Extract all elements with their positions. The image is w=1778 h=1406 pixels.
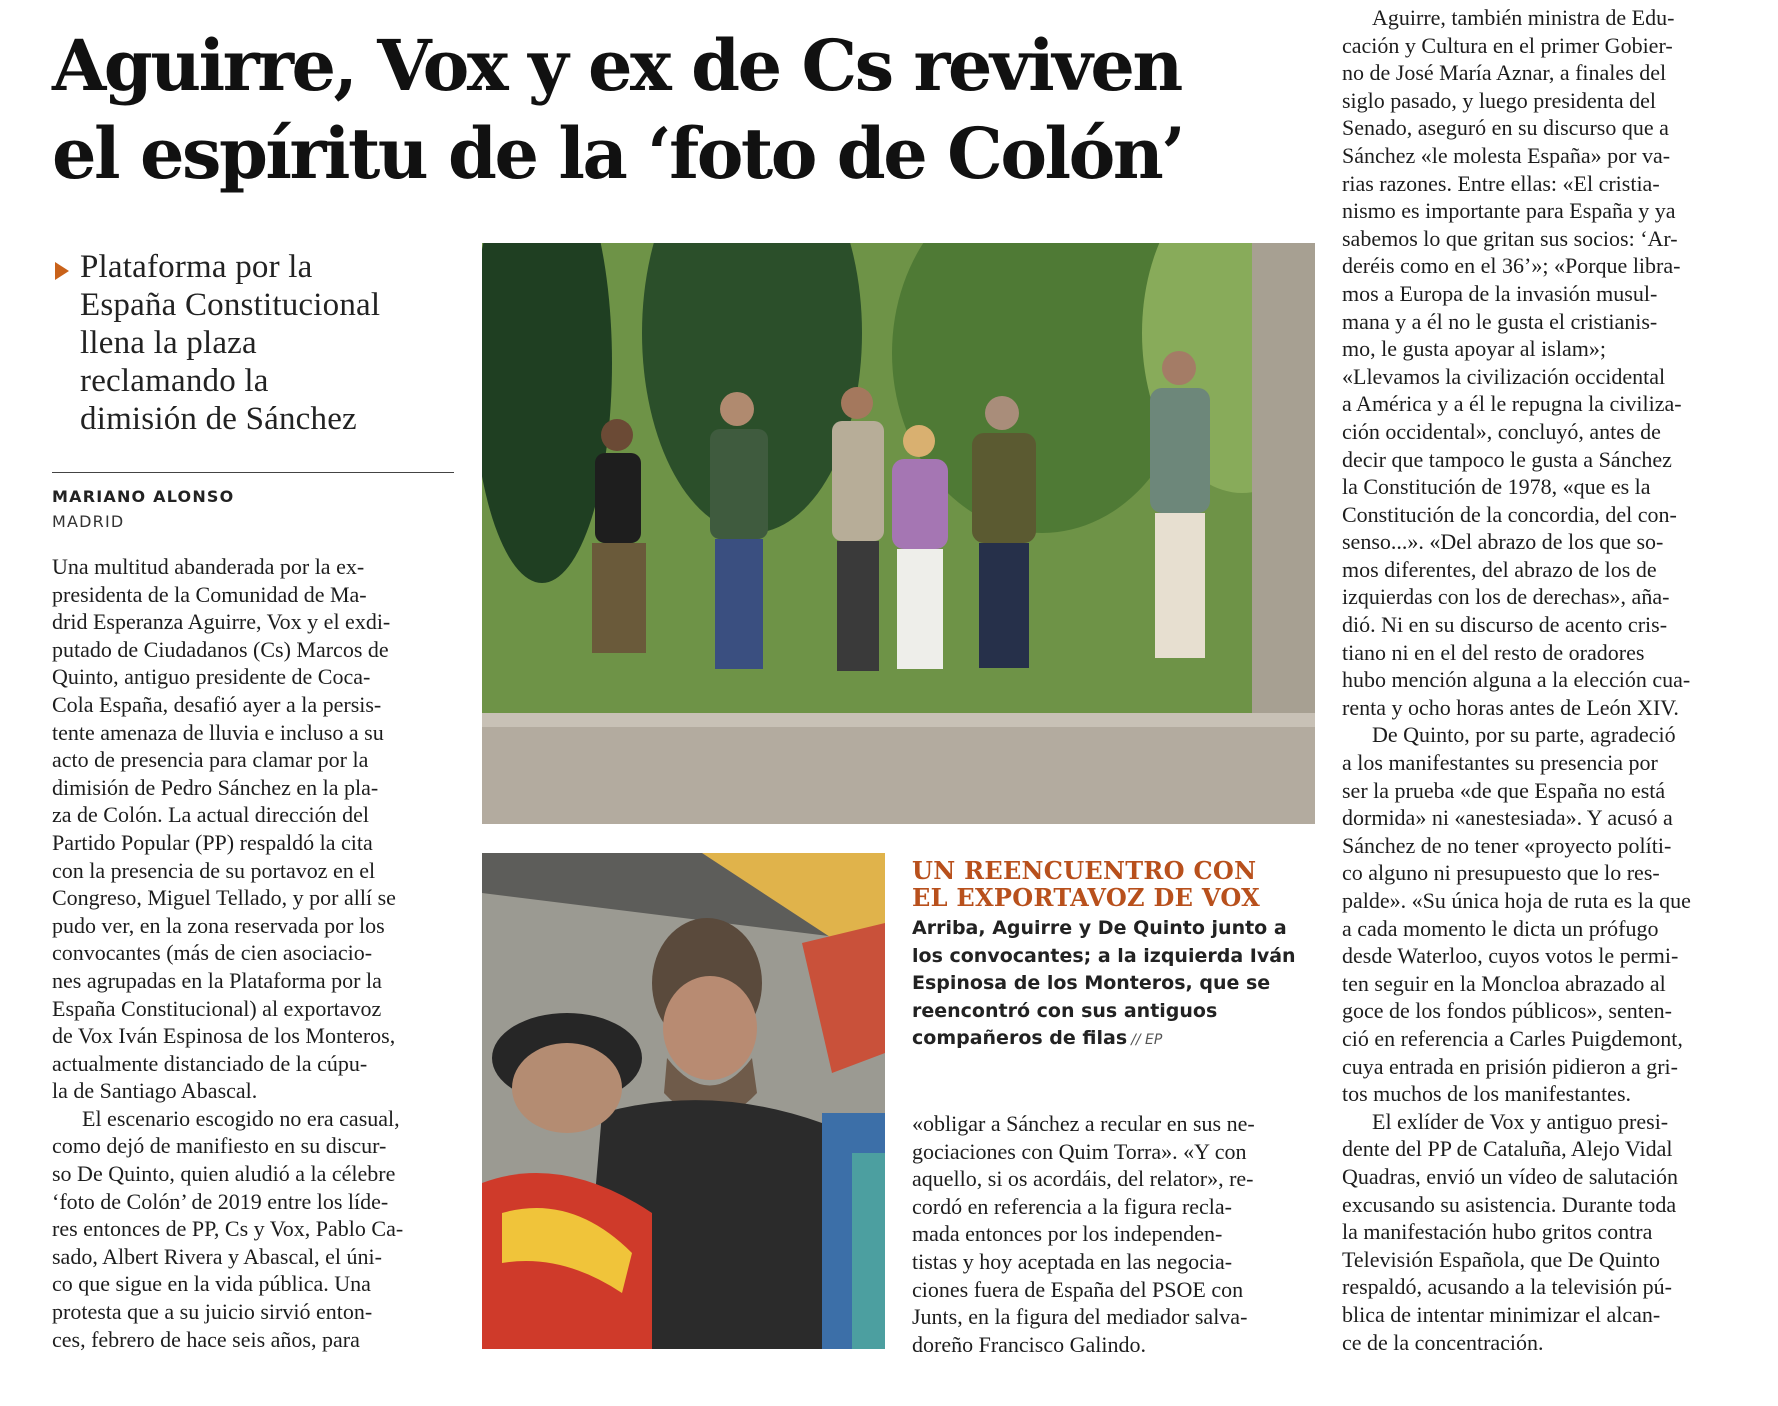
text-line: izquierdas con los de derechas», aña- (1342, 584, 1670, 610)
text-line: Sánchez de no tener «proyecto políti- (1342, 832, 1672, 858)
text-line: ció en referencia a Carles Puigdemont, (1342, 1025, 1683, 1051)
text-line: palde». «Su única hoja de ruta es la que (1342, 888, 1691, 913)
triangle-bullet-icon (55, 262, 69, 280)
text-line: a los manifestantes su presencia por (1342, 750, 1658, 776)
text-line: tente amenaza de lluvia e incluso a su (52, 719, 384, 745)
text-line: tistas y hoy aceptada en las negocia- (912, 1248, 1233, 1274)
text-line: a América y a él le repugna la civiliza- (1342, 391, 1682, 417)
article-column-4 (1342, 4, 1747, 1356)
text-line: ser la prueba «de que España no está (1342, 777, 1666, 803)
text-line: Quinto, antiguo presidente de Coca- (52, 664, 371, 690)
subhead-line: reclamando la (80, 363, 269, 399)
text-line: Partido Popular (PP) respaldó la cita (52, 829, 373, 855)
text-line: goce de los fondos públicos», senten- (1342, 998, 1672, 1024)
text-line: dió. Ni en su discurso de acento cris- (1342, 612, 1668, 638)
caption-body (912, 915, 1332, 1055)
text-line: ces, febrero de hace seis años, para (52, 1326, 360, 1352)
text-line: drid Esperanza Aguirre, Vox y el exdi- (52, 609, 391, 635)
caption-line: Espinosa de los Monteros, que se (912, 972, 1271, 994)
text-line: con la presencia de su portavoz en el (52, 857, 376, 883)
text-line: como dejó de manifiesto en su discur- (52, 1133, 387, 1159)
subhead-line: España Constitucional (80, 287, 381, 323)
text-line: Una multitud abanderada por la ex- (52, 554, 365, 579)
text-line: za de Colón. La actual dirección del (52, 802, 370, 828)
byline-city: MADRID (52, 512, 125, 531)
text-line: El escenario escogido no era casual, (82, 1105, 400, 1131)
text-line: mana y a él no le gusta el cristianis- (1342, 308, 1658, 334)
text-line: Junts, en la figura del mediador salva- (912, 1304, 1248, 1330)
text-line: sabemos lo que gritan sus socios: ‘Ar- (1342, 225, 1678, 251)
text-line: so De Quinto, quien aludió a la célebre (52, 1161, 396, 1187)
text-line: a cada momento le dicta un prófugo (1342, 915, 1659, 941)
text-line: Sánchez «le molesta España» por va- (1342, 142, 1671, 168)
text-line: Constitución de la concordia, del con- (1342, 501, 1677, 527)
byline-divider (52, 472, 454, 473)
article-column-1 (52, 553, 457, 1353)
text-line: Senado, aseguró en su discurso que a (1342, 115, 1669, 141)
text-line: gociaciones con Quim Torra». «Y con (912, 1138, 1247, 1164)
text-line: Quadras, envió un vídeo de salutación (1342, 1163, 1679, 1189)
secondary-photo-illustration (482, 853, 885, 1349)
caption-line: Arriba, Aguirre y De Quinto junto a (912, 917, 1287, 939)
text-line: mada entonces por los independen- (912, 1221, 1223, 1247)
text-line: tos muchos de los manifestantes. (1342, 1081, 1632, 1107)
text-line: mo, le gusta apoyar al islam»; (1342, 336, 1606, 362)
text-line: rias razones. Entre ellas: «El cristia- (1342, 170, 1660, 196)
subhead-line: dimisión de Sánchez (80, 401, 357, 437)
text-line: mos a Europa de la invasión musul- (1342, 280, 1658, 306)
text-line: cuya entrada en prisión pidieron a gri- (1342, 1053, 1678, 1079)
caption-last-text: compañeros de filas (912, 1027, 1128, 1049)
text-line: mos diferentes, del abrazo de los de (1342, 556, 1657, 582)
text-line: ce de la concentración. (1342, 1329, 1544, 1355)
text-line: cordó en referencia a la figura recla- (912, 1193, 1232, 1219)
caption-line: reencontró con sus antiguos (912, 999, 1218, 1022)
caption-title (912, 857, 1332, 911)
text-line: ciones fuera de España del PSOE con (912, 1276, 1244, 1302)
byline-author: MARIANO ALONSO (52, 487, 235, 506)
caption-title-line: EL EXPORTAVOZ DE VOX (912, 883, 1261, 912)
text-line: Aguirre, también ministra de Edu- (1372, 5, 1675, 30)
text-line: la de Santiago Abascal. (52, 1078, 258, 1104)
text-line: De Quinto, por su parte, agradeció (1372, 722, 1676, 748)
text-line: tiano ni en el del resto de oradores (1342, 639, 1645, 665)
text-line: de Vox Iván Espinosa de los Monteros, (52, 1023, 396, 1049)
text-line: acto de presencia para clamar por la (52, 747, 369, 773)
subhead-line: Plataforma por la (80, 249, 313, 285)
text-line: «obligar a Sánchez a recular en sus ne- (912, 1111, 1255, 1136)
main-photo (482, 243, 1315, 824)
text-line: excusando su asistencia. Durante toda (1342, 1191, 1677, 1217)
text-line: sado, Albert Rivera y Abascal, el úni- (52, 1243, 382, 1269)
subhead-line: llena la plaza (80, 325, 257, 361)
article-column-3 (912, 1110, 1317, 1358)
text-line: no de José María Aznar, a finales del (1342, 60, 1667, 86)
text-line: res entonces de PP, Cs y Vox, Pablo Ca- (52, 1216, 404, 1242)
caption-line: los convocantes; a la izquierda Iván (912, 944, 1296, 967)
text-line: siglo pasado, y luego presidenta del (1342, 87, 1657, 113)
text-line: deréis como en el 36’»; «Porque libra- (1342, 253, 1681, 279)
text-line: decir que tampoco le gusta a Sánchez (1342, 446, 1672, 472)
text-line: desde Waterloo, cuyos votos le permi- (1342, 943, 1679, 969)
text-line: ten seguir en la Moncloa abrazado al (1342, 970, 1666, 996)
text-line: dimisión de Pedro Sánchez en la pla- (52, 774, 379, 800)
text-line: cación y Cultura en el primer Gobier- (1342, 32, 1673, 58)
text-line: El exlíder de Vox y antiguo presi- (1372, 1108, 1669, 1134)
text-line: putado de Ciudadanos (Cs) Marcos de (52, 636, 389, 662)
text-line: doreño Francisco Galindo. (912, 1331, 1146, 1357)
text-line: convocantes (más de cien asociacio- (52, 940, 373, 966)
subheadline (52, 248, 462, 438)
main-photo-illustration (482, 243, 1315, 824)
text-line: la Constitución de 1978, «que es la (1342, 474, 1651, 500)
text-line: co que sigue en la vida pública. Una (52, 1271, 371, 1297)
text-line: nes agrupadas en la Plataforma por la (52, 967, 382, 993)
text-line: «Llevamos la civilización occidental (1342, 363, 1666, 389)
headline (52, 22, 1312, 198)
text-line: aquello, si os acordáis, del relator», re- (912, 1166, 1254, 1192)
text-line: protesta que a su juicio sirvió enton- (52, 1299, 373, 1325)
caption-line (912, 1025, 1332, 1055)
headline-line: Aguirre, Vox y ex de Cs reviven (52, 24, 1181, 107)
photo-credit: // EP (1131, 1032, 1163, 1048)
text-line: presidenta de la Comunidad de Ma- (52, 581, 367, 607)
text-line: co alguno ni presupuesto que lo res- (1342, 860, 1660, 886)
text-line: actualmente distanciado de la cúpu- (52, 1050, 368, 1076)
text-line: Televisión Española, que De Quinto (1342, 1246, 1661, 1272)
text-line: ‘foto de Colón’ de 2019 entre los líde- (52, 1188, 389, 1214)
text-line: hubo mención alguna a la elección cua- (1342, 667, 1691, 693)
text-line: blica de intentar minimizar el alcan- (1342, 1301, 1661, 1327)
text-line: senso...». «Del abrazo de los que so- (1342, 529, 1664, 555)
text-line: dormida» ni «anestesiada». Y acusó a (1342, 805, 1673, 831)
text-line: ción occidental», concluyó, antes de (1342, 418, 1661, 444)
text-line: respaldó, acusando a la televisión pú- (1342, 1274, 1672, 1300)
text-line: renta y ocho horas antes de León XIV. (1342, 694, 1679, 720)
text-line: Cola España, desafió ayer a la persis- (52, 691, 382, 717)
headline-line: el espíritu de la ‘foto de Colón’ (52, 112, 1184, 195)
secondary-photo (482, 853, 885, 1349)
caption-title-line: UN REENCUENTRO CON (912, 856, 1257, 885)
text-line: dente del PP de Cataluña, Alejo Vidal (1342, 1136, 1673, 1162)
text-line: nismo es importante para España y ya (1342, 198, 1676, 224)
text-line: pudo ver, en la zona reservada por los (52, 912, 385, 938)
text-line: España Constitucional) al exportavoz (52, 995, 382, 1021)
text-line: la manifestación hubo gritos contra (1342, 1219, 1653, 1245)
text-line: Congreso, Miguel Tellado, y por allí se (52, 885, 396, 911)
